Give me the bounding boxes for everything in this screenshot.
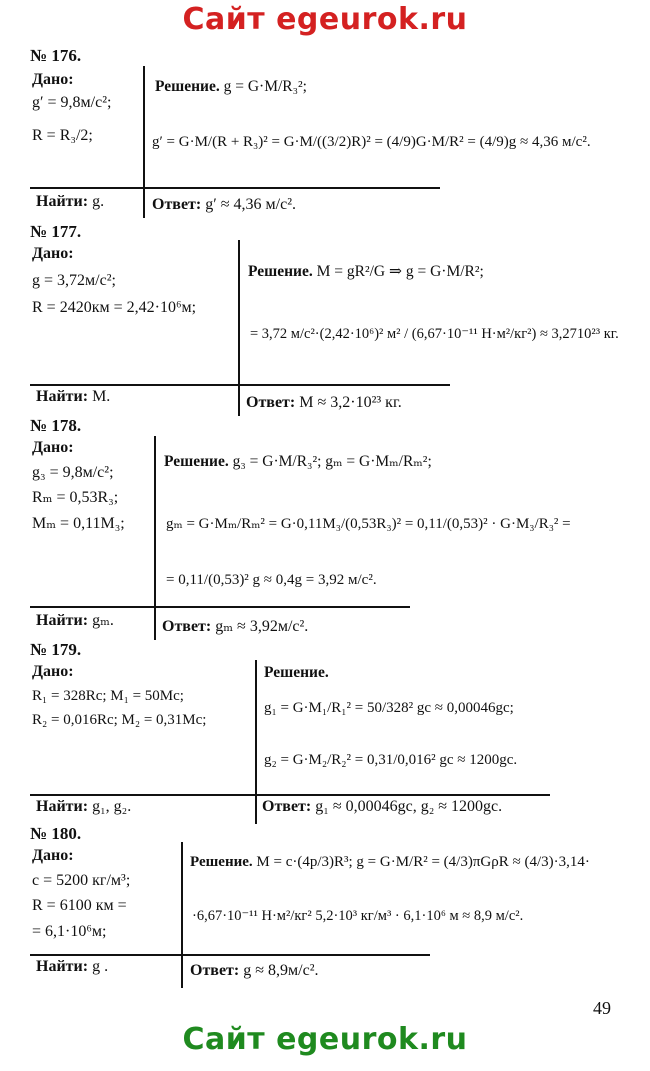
solution-label: Решение. [190,854,253,870]
problem-179-find [36,798,131,816]
problem-177-solution-line-2: = 3,72 м/с²·(2,42·10⁶)² м² / (6,67·10⁻¹¹ Н·м²/кг²) ≈ 3,2710²³ кг. [250,326,619,342]
given-line: g₃ = 9,8м/с²; [32,464,114,482]
problem-176-given [32,70,111,146]
divider-horizontal [30,187,440,189]
answer-value: gₘ ≈ 3,92м/с². [215,618,309,635]
given-line: Mₘ = 0,11M₃; [32,514,125,532]
problem-180-find [36,958,108,976]
given-line: R₂ = 0,016Rс; M₂ = 0,31Mс; [32,712,207,729]
problem-179-given [32,662,206,729]
given-line: g = 3,72м/с²; [32,272,116,290]
problem-179-solution-label [264,664,329,682]
answer-label: Ответ: [262,798,312,815]
divider-vertical [143,66,145,218]
given-line: = 6,1·10⁶м; [32,922,107,940]
answer-value: g₁ ≈ 0,00046gс, g₂ ≈ 1200gс. [315,798,503,815]
solution-formula: g = G·M/R₃²; [223,78,307,95]
answer-value: g′ ≈ 4,36 м/с². [205,196,296,213]
answer-value: M ≈ 3,2·10²³ кг. [299,394,402,411]
problem-180-number: № 180. [30,824,82,843]
problem-180-solution-line-2: ·6,67·10⁻¹¹ Н·м²/кг² 5,2·10³ кг/м³ · 6,1·10⁶ м ≈ 8,9 м/с². [192,908,524,924]
given-label: Дано: [32,663,74,680]
problem-177-given [32,244,196,318]
problem-177-number: № 177. [30,222,82,241]
problem-179-number: № 179. [30,640,82,659]
answer-label: Ответ: [190,962,240,979]
solution-formula: g₃ = G·M/R₃²; gₘ = G·Mₘ/Rₘ²; [232,453,432,470]
problem-176-number: № 176. [30,46,82,65]
problem-177-find [36,388,110,406]
find-label: Найти: [36,193,89,210]
divider-vertical [255,660,257,824]
find-label: Найти: [36,612,89,629]
divider-vertical [154,436,156,640]
problem-177-answer [246,394,402,412]
divider-vertical [181,842,183,988]
divider-horizontal [30,794,550,796]
answer-label: Ответ: [246,394,296,411]
problem-178-solution-line-3: = 0,11/(0,53)² g ≈ 0,4g = 3,92 м/с². [166,572,377,588]
given-line: R = R₃/2; [32,127,93,145]
problem-180-solution-line-1 [190,854,590,871]
problem-179-answer [262,798,502,816]
problem-176-solution-line-1 [155,78,307,96]
solution-formula: M = gR²/G ⇒ g = G·M/R²; [316,263,484,280]
given-line: g′ = 9,8м/с²; [32,94,112,112]
find-label: Найти: [36,798,89,815]
problem-178-find [36,610,114,630]
problem-178-solution-line-1 [164,452,432,471]
solution-formula: M = с·(4p/3)R³; g = G·M/R² = (4/3)πGρR ≈ (4/3)·3,14· [256,854,590,870]
given-label: Дано: [32,71,74,88]
find-value: g₁, g₂. [92,798,132,815]
answer-label: Ответ: [162,618,212,635]
problem-176-solution-line-2: g′ = G·M/(R + R₃)² = G·M/((3/2)R)² = (4/9)G·M/R² = (4/9)g ≈ 4,36 м/с². [152,134,591,150]
problem-178-answer [162,616,308,636]
problem-178-given [32,438,125,533]
divider-horizontal [30,384,450,386]
problem-180-answer [190,962,318,980]
find-value: g. [92,193,105,210]
given-label: Дано: [32,439,74,456]
problem-177-solution-line-1 [248,262,484,281]
find-label: Найти: [36,958,89,975]
given-label: Дано: [32,245,74,262]
given-line: Rₘ = 0,53R₃; [32,489,119,507]
page-number: 49 [593,998,611,1018]
divider-vertical [238,240,240,416]
site-watermark-top: Сайт egeurok.ru [182,2,468,37]
given-label: Дано: [32,847,74,864]
divider-horizontal [30,606,410,608]
solution-label: Решение. [248,263,313,280]
answer-label: Ответ: [152,196,202,213]
problem-179-solution-line-2: g₂ = G·M₂/R₂² = 0,31/0,016² gс ≈ 1200gс. [264,752,518,768]
find-value: gₘ. [92,612,114,629]
answer-value: g ≈ 8,9м/с². [243,962,319,979]
problem-179-solution-line-1: g₁ = G·M₁/R₁² = 50/328² gс ≈ 0,00046gс; [264,700,514,716]
given-line: R = 6100 км = [32,897,127,915]
problem-176-find [36,193,104,211]
find-value: g . [92,958,109,975]
problem-176-answer [152,196,296,214]
divider-horizontal [30,954,430,956]
given-line: R₁ = 328Rс; M₁ = 50Mс; [32,688,184,705]
problem-178-number: № 178. [30,416,82,435]
given-line: с = 5200 кг/м³; [32,872,131,890]
solution-label: Решение. [155,78,220,95]
problem-178-solution-line-2: gₘ = G·Mₘ/Rₘ² = G·0,11M₃/(0,53R₃)² = 0,11/(0,53)² · G·M₃/R₃² = [166,516,571,532]
solution-label: Решение. [264,664,329,681]
given-line: R = 2420км = 2,42·10⁶м; [32,299,197,317]
solution-label: Решение. [164,453,229,470]
find-label: Найти: [36,388,89,405]
site-watermark-bottom: Сайт egeurok.ru [182,1022,468,1057]
find-value: M. [92,388,111,405]
problem-180-given [32,846,130,941]
